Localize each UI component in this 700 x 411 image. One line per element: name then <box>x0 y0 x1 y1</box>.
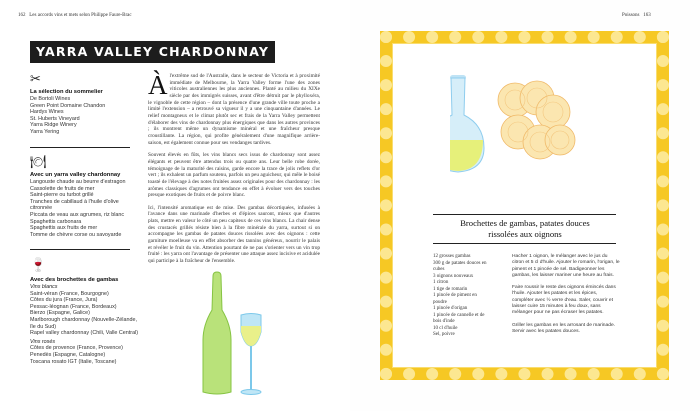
right-page <box>350 0 700 411</box>
list-item: Bierzo (Espagne, Galice) <box>30 310 90 317</box>
list-item: Tranches de cabillaud à l'huile d'olive citronnée <box>30 198 119 212</box>
paragraph: l'extrême sud de l'Australie, dans le secteur de Victoria et à proximité immédiate de Melbourne, la Yarra Valley forme l'une des zones viticoles australiennes les plus anciennes. Planté au milieu du XIXe siècle par des immigrés suisses, avant d'être détruit par le phylloxéra, le vignoble de cette région – dont la présence d'une grande ville toute proche a limité l'extension – a retrouvé sa vigueur il y a une cinquantaine d'années. Le relief montagneux et le climat plutôt sec et frais de la Yarra Valley permettent d'élaborer des vins de chardonnay plus énergiques que dans les autres provinces ; ils montrent même un dynamisme minéral et une fraîcheur presque croustillante. La région, qui profite généralement d'une magnifique arrière-saison, est également connue pour ses vendanges tardives. <box>148 73 320 146</box>
list-item: 3 oignons nouveaux <box>433 273 474 279</box>
dish-cloche-icon: 🍽 <box>30 154 47 169</box>
list-item: Pessac-léognan (France, Bordeaux) <box>30 303 117 310</box>
list-item: 1 tige de romarin <box>433 286 468 292</box>
recipe-title-line: Brochettes de gambas, patates douces <box>460 218 590 228</box>
recipe-step: Griller les gambas en les arrosant de marinade. Servir avec les patates douces. <box>512 322 616 334</box>
white-wines-label: Vins blancs <box>30 284 58 290</box>
paragraph: Souvent élevés en fûts, les vins blancs secs issus de chardonnay sont assez élégants et peuvent être attendus trois ou quatre ans. Leur belle robe dorée, témoignage de la maturité des raisins, garde encore la trace de jolis reflets d'or vert ; ils exhalent un parfum soutenu, parfois un peu aguicheur, qui mêle le boisé toasté de l'élevage à des notes fruitées assez originales pour des chardonnay : les arômes classiques d'agrumes ont tendance en effet à évoluer vers des touches presque exotiques de fruits et de poivre blanc. <box>148 152 320 199</box>
article-body <box>148 70 320 271</box>
selection-heading: La sélection du sommelier <box>30 89 103 95</box>
list-item: Toscana rosato IGT (Italie, Toscane) <box>30 358 117 365</box>
list-item: 10 cl d'huile <box>433 325 458 331</box>
divider <box>30 147 130 148</box>
pairings-list <box>30 179 140 238</box>
title-rule-top <box>433 214 616 215</box>
divider <box>30 249 130 250</box>
title-rule-bottom <box>433 243 616 244</box>
ingredients-list <box>433 254 488 339</box>
recipe-step: Faire roussir le reste des oignons émincés dans l'huile. Ajouter les patates et les épices, compléter avec ½ verre d'eau. Saler, couvrir et laisser cuire 15 minutes à feu doux, sans mélanger pour ne pas écraser les patates. <box>512 285 616 316</box>
list-item: 1 citron <box>433 280 449 285</box>
recipe-title <box>420 218 630 240</box>
list-item: Côtes de provence (France, Provence) <box>30 345 123 352</box>
list-item: 12 grosses gambas <box>433 254 471 259</box>
list-item: 1 pincée de piment en poudre <box>433 293 477 305</box>
list-item: De Bortoli Wines <box>30 96 71 102</box>
bottle-glass-icon: 🍷 <box>30 257 47 272</box>
recipe-title-line: rissolées aux oignons <box>488 229 562 239</box>
running-head: Les accords vins et mets selon Philippe Faure-Brac <box>29 13 132 18</box>
list-item: 1 pincée de cannelle et de bois d'inde <box>433 312 485 324</box>
list-item: Yarra Yering <box>30 128 60 135</box>
list-item: Piccata de veau aux agrumes, riz blanc <box>30 211 125 218</box>
running-head: Poissons <box>622 13 640 18</box>
drop-cap: À <box>148 70 168 100</box>
paragraph: Ici, l'intensité aromatique est de mise. Des gambas décortiquées, infusées à l'avance dans une marinade d'herbes et d'épices sauront, mieux que d'autres plats, mettre en valeur le côté un peu capiteux de ces vins blancs. La chair dense des crustacés grillés résiste bien à la fibre minérale du yarra, surtout si on accompagne les gambas de patates douces rissolées avec des oignons : cette garniture moelleuse va en effet absorber des tannins généreux, nourrir le palais et révéler le fruit du vin. Attention pourtant de ne pas s'orienter vers un vin trop fruité : les yarra ont l'avantage de présenter une attaque assez incisive et acidulée qui participe à la fraîcheur de l'ensemble. <box>148 204 320 265</box>
list-item: Cassolette de fruits de mer <box>30 185 95 192</box>
list-item: Green Point Domaine Chandon <box>30 102 106 109</box>
list-item: Yarra Ridge Winery <box>30 122 77 129</box>
wine-bottle-glass-illustration <box>195 270 275 400</box>
list-item: Spaghettis carbonara <box>30 218 82 225</box>
list-item: Hardys Wines <box>30 109 64 116</box>
list-item: Marlborough chardonnay (Nouvelle-Zélande, île du Sud) <box>30 316 137 330</box>
sommelier-selection <box>30 89 140 136</box>
list-item: Rapel valley chardonnay (Chili, Valle Central) <box>30 330 139 337</box>
list-item: Tomme de chèvre corse ou savoyarde <box>30 231 122 238</box>
rose-wines-label: Vins rosés <box>30 338 56 345</box>
recipe-step: Hacher 1 oignon, le mélanger avec le jus du citron et 5 cl d'huile. Ajouter le romarin, l'origan, le piment et 1 pincée de sel. Badigeonner les gambas, les laisser mariner une heure au frais. <box>512 254 620 278</box>
selection-list <box>30 96 140 136</box>
sommelier-icon: ✂ <box>30 71 41 86</box>
gambas-heading: Avec des brochettes de gambas <box>30 277 119 283</box>
page-number: 162 <box>18 13 26 18</box>
section-title: YARRA VALLEY CHARDONNAY <box>30 41 275 63</box>
pairings-heading: Avec un yarra valley chardonnay <box>30 172 121 178</box>
list-item: 300 g de patates douces en cubes <box>433 260 487 272</box>
rose-wines-list <box>30 345 140 365</box>
pairings <box>30 172 140 238</box>
list-item: Côtes du jura (France, Jura) <box>30 297 98 304</box>
gambas-pairings <box>30 277 140 365</box>
recipe-steps <box>512 254 620 341</box>
list-item: Sel, poivre <box>433 332 455 337</box>
page-number: 163 <box>643 13 651 18</box>
list-item: Saint-pierre ou turbot grillé <box>30 192 94 199</box>
list-item: Langouste chaude au beurre d'estragon <box>30 179 126 185</box>
page-header <box>622 13 651 18</box>
oil-flask-onions-illustration <box>450 70 600 180</box>
white-wines-list <box>30 291 140 337</box>
list-item: St. Huberts Vineyard <box>30 115 80 122</box>
list-item: 1 pincée d'origan <box>433 306 468 311</box>
list-item: Saint-véran (France, Bourgogne) <box>30 290 109 297</box>
list-item: Penedès (Espagne, Catalogne) <box>30 351 106 358</box>
page-header <box>18 13 132 18</box>
list-item: Spaghettis aux fruits de mer <box>30 225 98 232</box>
